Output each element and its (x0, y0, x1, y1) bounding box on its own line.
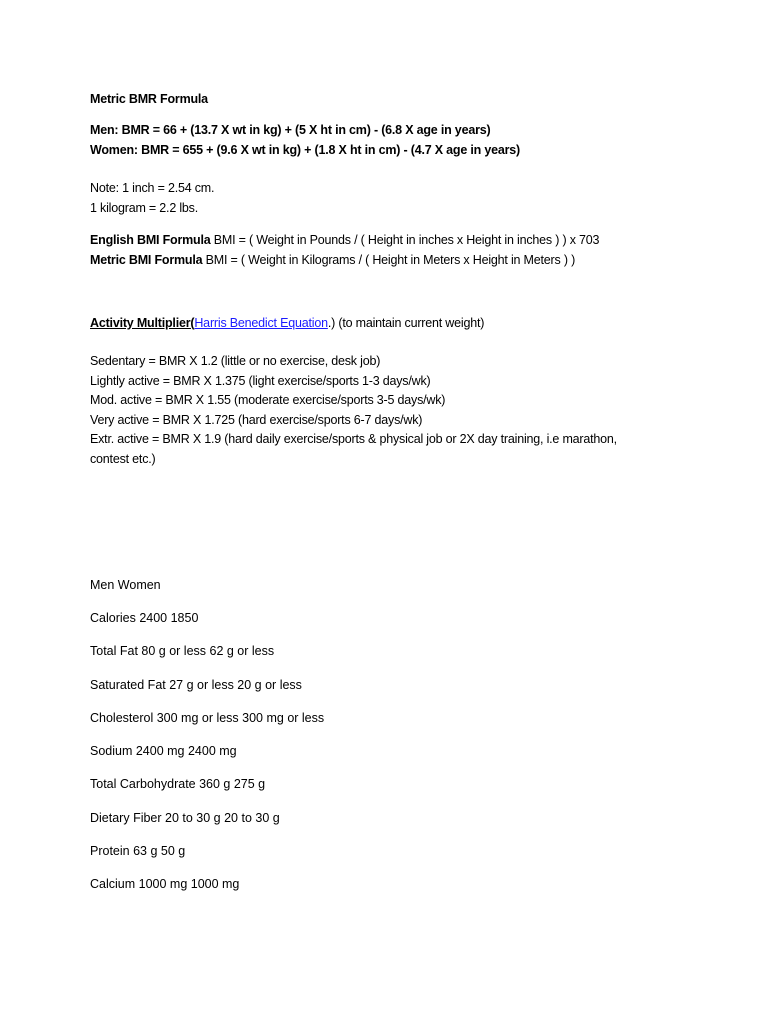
nutrition-row-protein: Protein 63 g 50 g (90, 844, 186, 858)
nutrition-row-calories: Calories 2400 1850 (90, 611, 199, 625)
bmr-men-formula: Men: BMR = 66 + (13.7 X wt in kg) + (5 X ht in cm) - (6.8 X age in years) (90, 123, 491, 137)
nutrition-row-saturated-fat: Saturated Fat 27 g or less 20 g or less (90, 678, 302, 692)
activity-heading: Activity Multiplier (90, 316, 191, 330)
activity-item-sedentary: Sedentary = BMR X 1.2 (little or no exercise, desk job) (90, 354, 381, 368)
bmi-english-line (90, 230, 599, 250)
bmi-english-formula: BMI = ( Weight in Pounds / ( Height in inches x Height in inches ) ) x 703 (210, 233, 600, 247)
activity-item-very-active: Very active = BMR X 1.725 (hard exercise/sports 6-7 days/wk) (90, 413, 423, 427)
activity-item-lightly-active: Lightly active = BMR X 1.375 (light exercise/sports 1-3 days/wk) (90, 374, 431, 388)
activity-item-extra-active: Extr. active = BMR X 1.9 (hard daily exercise/sports & physical job or 2X day training, i.e marathon, (90, 432, 617, 446)
bmi-metric-label: Metric BMI Formula (90, 253, 203, 267)
bmr-women-formula: Women: BMR = 655 + (9.6 X wt in kg) + (1.8 X ht in cm) - (4.7 X age in years) (90, 143, 520, 157)
activity-item-mod-active: Mod. active = BMR X 1.55 (moderate exercise/sports 3-5 days/wk) (90, 393, 446, 407)
activity-after-link: .) (to maintain current weight) (327, 316, 485, 330)
note-inch: Note: 1 inch = 2.54 cm. (90, 181, 215, 195)
activity-heading-line (90, 313, 484, 333)
bmi-english-label: English BMI Formula (90, 233, 211, 247)
nutrition-row-total-carbohydrate: Total Carbohydrate 360 g 275 g (90, 777, 266, 791)
nutrition-row-dietary-fiber: Dietary Fiber 20 to 30 g 20 to 30 g (90, 811, 280, 825)
activity-item-extra-active-cont: contest etc.) (90, 452, 156, 466)
nutrition-header: Men Women (90, 578, 161, 592)
nutrition-row-cholesterol: Cholesterol 300 mg or less 300 mg or less (90, 711, 325, 725)
bmr-heading: Metric BMR Formula (90, 92, 208, 106)
bmi-metric-formula: BMI = ( Weight in Kilograms / ( Height in Meters x Height in Meters ) ) (202, 253, 576, 267)
note-kilogram: 1 kilogram = 2.2 lbs. (90, 201, 199, 215)
bmi-metric-line (90, 250, 575, 270)
activity-open-paren: ( (190, 316, 195, 330)
nutrition-row-calcium: Calcium 1000 mg 1000 mg (90, 877, 240, 891)
nutrition-row-total-fat: Total Fat 80 g or less 62 g or less (90, 644, 275, 658)
nutrition-row-sodium: Sodium 2400 mg 2400 mg (90, 744, 237, 758)
harris-benedict-link[interactable]: Harris Benedict Equation (194, 316, 328, 330)
